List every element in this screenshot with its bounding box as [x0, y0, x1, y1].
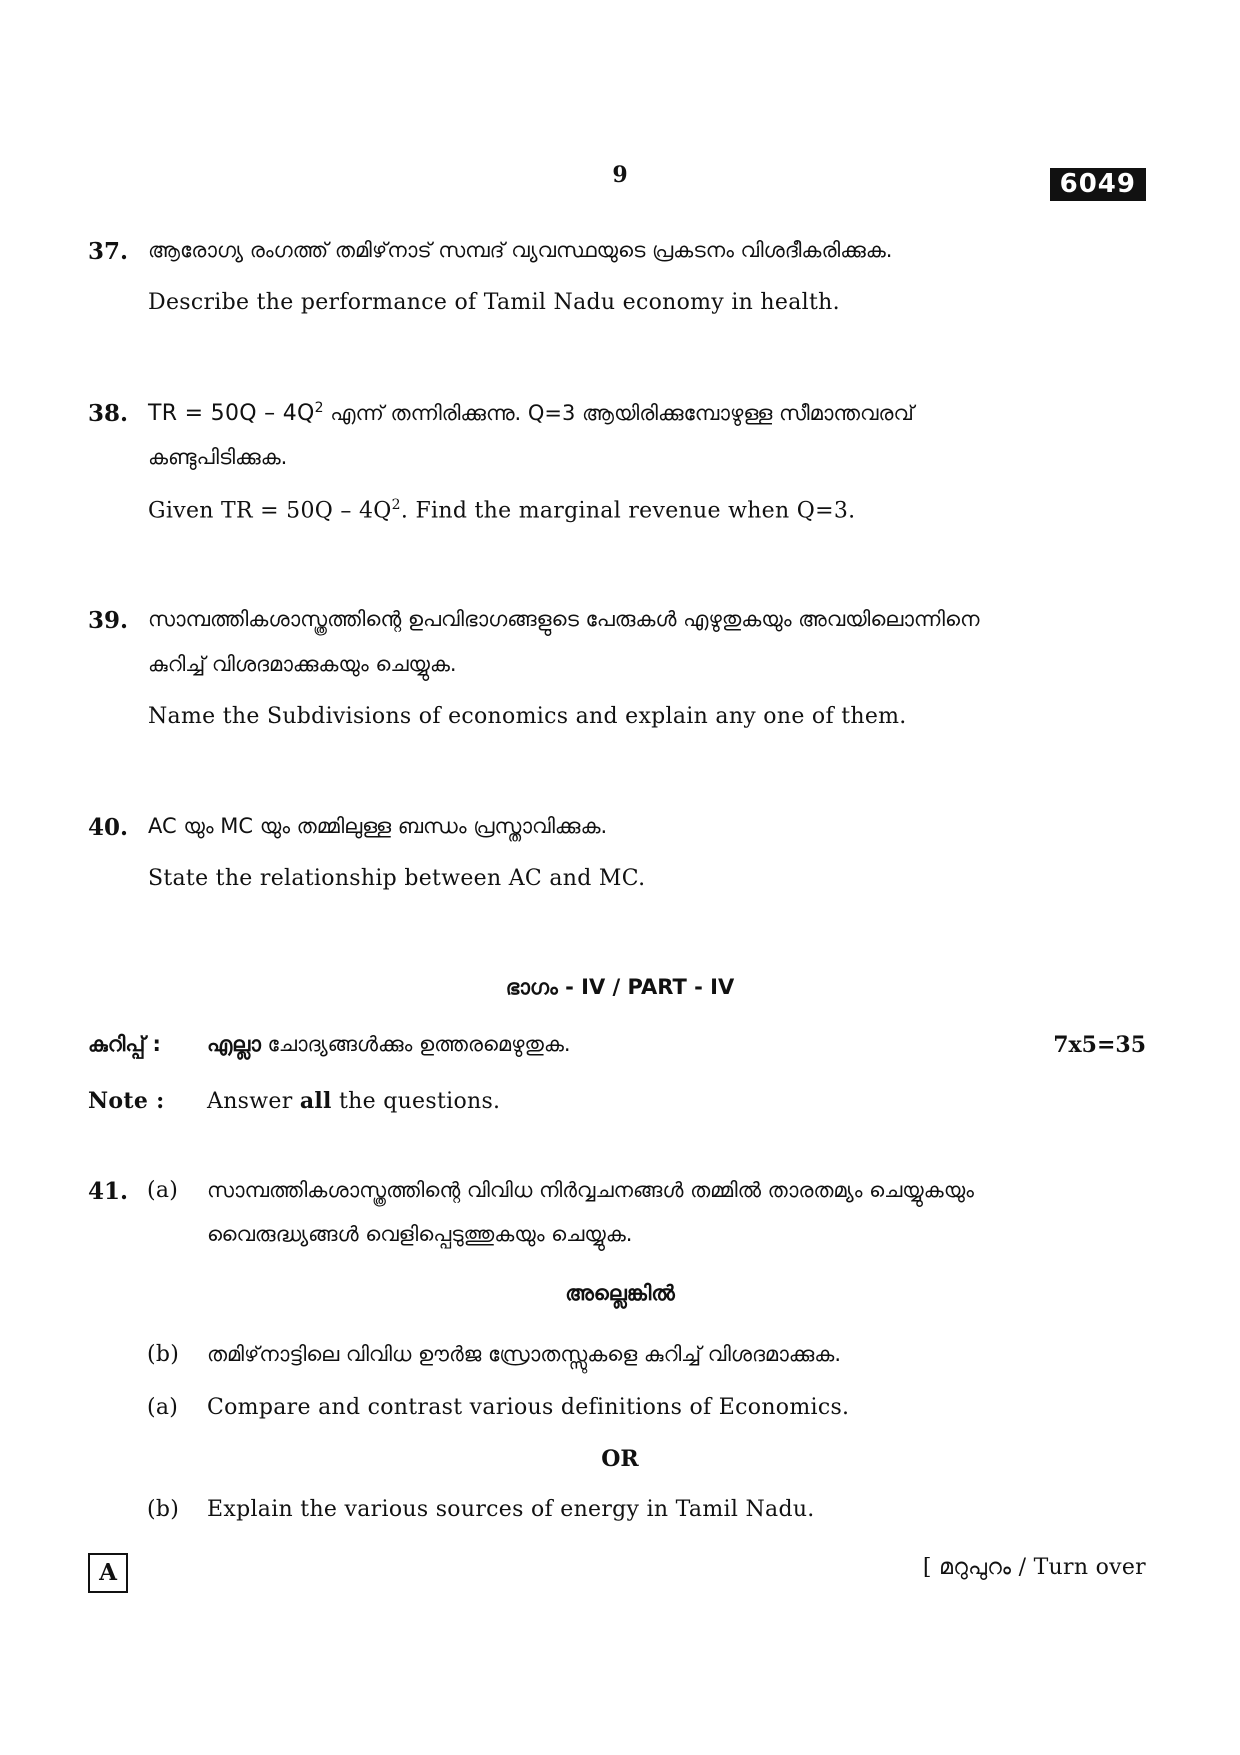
part-heading: ഭാഗം - IV / PART - IV — [505, 975, 735, 999]
paper-code-badge: 6049 — [1050, 168, 1146, 201]
question-text-en — [148, 497, 855, 523]
note-label-en: Note : — [88, 1088, 165, 1114]
option-a-text-en: Compare and contrast various definitions of Economics. — [207, 1395, 850, 1420]
question-text-ml — [148, 400, 914, 426]
question-text-en: State the relationship between AC and MC. — [148, 866, 646, 891]
version-box: A — [88, 1553, 128, 1593]
question-text-en: Name the Subdivisions of economics and explain any one of them. — [148, 704, 907, 729]
question-number: 38. — [88, 400, 129, 427]
question-text-ml-line2: കണ്ടുപിടിക്കുക. — [148, 445, 288, 469]
formula-exponent: 2 — [314, 400, 324, 416]
question-text-en: Describe the performance of Tamil Nadu economy in health. — [148, 290, 840, 315]
question-text-ml-rest: എന്ന് തന്നിരിക്കുന്നു. Q=3 ആയിരിക്കുമ്പോഴുള്ള സീമാന്തവരവ് — [323, 401, 914, 425]
question-text-ml — [148, 814, 607, 839]
option-label-a-en: (a) — [147, 1395, 179, 1420]
marks-allocation: 7x5=35 — [1053, 1032, 1146, 1058]
question-number: 40. — [88, 814, 129, 841]
note-text-en-pre: Answer — [207, 1089, 300, 1114]
question-number: 41. — [88, 1178, 129, 1205]
page-number: 9 — [612, 162, 628, 188]
option-a-text-ml: സാമ്പത്തികശാസ്ത്രത്തിന്റെ വിവിധ നിർവ്വചനങ്ങൾ തമ്മിൽ താരതമ്യം ചെയ്യുകയും — [207, 1178, 974, 1202]
formula-exponent: 2 — [391, 497, 401, 513]
note-text-ml — [207, 1032, 571, 1057]
question-text-ml-line2: കുറിച്ച് വിശദമാക്കുകയും ചെയ്യുക. — [148, 652, 457, 676]
note-bold-ml: എല്ലാ — [207, 1032, 261, 1056]
option-a-text-ml-line2: വൈരുദ്ധ്യങ്ങൾ വെളിപ്പെടുത്തുകയും ചെയ്യുക. — [207, 1222, 633, 1246]
option-label-a-ml: (a) — [147, 1178, 179, 1203]
option-label-b-en: (b) — [147, 1497, 180, 1522]
option-label-b-ml: (b) — [147, 1342, 180, 1367]
note-text-en — [207, 1088, 500, 1114]
note-text-ml-rest: ചോദ്യങ്ങൾക്കും ഉത്തരമെഴുതുക. — [260, 1032, 571, 1056]
turn-over-label: [ മറുപുറം / Turn over — [922, 1555, 1146, 1580]
formula: TR = 50Q – 4Q — [148, 401, 315, 426]
note-label-ml: കുറിപ്പ് : — [88, 1032, 161, 1056]
note-text-en-post: the questions. — [331, 1089, 501, 1114]
question-text-ml: സാമ്പത്തികശാസ്ത്രത്തിന്റെ ഉപവിഭാഗങ്ങളുടെ പേരുകൾ എഴുതുകയും അവയിലൊന്നിനെ — [148, 607, 980, 631]
question-text-en-prefix: Given TR = 50Q – 4Q — [148, 498, 392, 524]
or-label-en: OR — [601, 1446, 639, 1472]
question-number: 39. — [88, 607, 129, 634]
option-b-text-en: Explain the various sources of energy in Tamil Nadu. — [207, 1497, 815, 1522]
question-text-ml: ആരോഗ്യ രംഗത്ത് തമിഴ്‌നാട് സമ്പദ് വ്യവസ്ഥയുടെ പ്രകടനം വിശദീകരിക്കുക. — [148, 238, 893, 262]
question-text-ml-span: AC യും MC യും തമ്മിലുള്ള ബന്ധം പ്രസ്താവിക്കുക. — [148, 814, 608, 838]
question-number: 37. — [88, 238, 129, 265]
question-text-en-rest: . Find the marginal revenue when Q=3. — [400, 498, 856, 524]
note-bold-en: all — [299, 1088, 332, 1114]
option-b-text-ml: തമിഴ്‌നാട്ടിലെ വിവിധ ഊർജ സ്രോതസ്സുകളെ കുറിച്ച് വിശദമാക്കുക. — [207, 1342, 842, 1366]
or-label-ml: അല്ലെങ്കിൽ — [565, 1281, 675, 1305]
